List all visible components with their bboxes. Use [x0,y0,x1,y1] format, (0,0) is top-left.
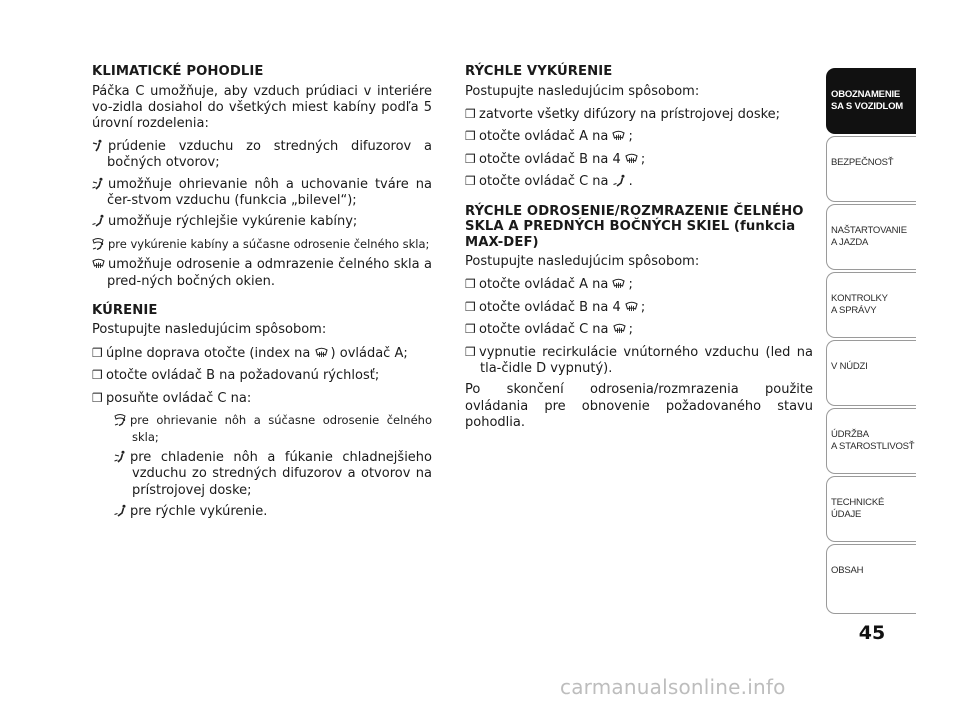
punct: ; [628,322,634,338]
tab-label: KONTROLKY [831,293,888,304]
tab-label: BEZPEČNOSŤ [831,157,894,168]
heading-klimaticke-pohodlie: KLIMATICKÉ POHODLIE [92,64,264,79]
tab-label: TECHNICKÉ [831,497,885,508]
mode-text: prúdenie vzduchu zo stredných difuzorov a bočných otvorov; [107,138,432,171]
tab-label: A JAZDA [831,236,869,248]
mode-item [92,236,432,252]
step-item [465,276,813,293]
mode-text: umožňuje rýchlejšie vykúrenie kabíny; [108,214,358,230]
feet-icon [92,214,105,227]
checkbox-bullet-icon: ❒ [92,345,103,360]
step-text: otočte ovládač B na 4 [479,151,621,167]
bilevel-icon [114,450,127,463]
step-text: zatvorte všetky difúzory na prístrojovej doske; [479,106,781,122]
tab-technicke-udaje[interactable] [826,476,916,542]
step-text: otočte ovládač A na [479,129,609,145]
tab-startovanie[interactable] [826,204,916,270]
defrost-icon [92,257,105,270]
step-item [465,106,813,123]
tab-label: ÚDAJE [831,508,862,520]
step-item [92,390,432,407]
step-text: otočte ovládač C na [479,174,609,190]
procedure-text: Postupujte nasledujúcim spôsobom: [92,322,327,338]
feet-icon [114,504,127,517]
checkbox-bullet-icon: ❒ [465,344,476,359]
defrost-icon [612,129,625,142]
punct: . [628,174,633,190]
checkbox-bullet-icon: ❒ [465,299,476,314]
checkbox-bullet-icon: ❒ [465,277,476,292]
mode-item [92,214,432,230]
step-text: otočte ovládač B na 4 [479,299,621,315]
checkbox-bullet-icon: ❒ [465,129,476,144]
step-item [465,151,813,168]
tab-udrzba[interactable] [826,408,916,474]
step-item [465,299,813,316]
watermark: carmanualsonline.info [560,675,786,699]
punct: ; [640,299,646,315]
step-text: vypnutie recirkulácie vnútorného vzduchu (led na tla-čidle D vypnutý). [479,344,813,377]
tab-label: V NÚDZI [831,361,868,372]
defrost-icon [625,300,638,313]
defrost-icon [612,277,625,290]
step-item [465,321,813,338]
mode-text: umožňuje ohrievanie nôh a uchovanie tváre na čer-stvom vzduchu (funkcia „bilevel“); [107,176,432,208]
sub-item [92,412,432,445]
mode-text: pre vykúrenie kabíny a súčasne odrosenie čelného skla; [108,236,430,251]
procedure-text: Postupujte nasledujúcim spôsobom: [465,254,700,270]
mode-item [92,257,432,290]
defrost-icon [625,152,638,165]
feet-defrost-icon [114,413,127,426]
tab-obsah[interactable] [826,544,916,614]
step-text: otočte ovládač B na požadovanú rýchlosť; [106,368,380,384]
mode-text: umožňuje odrosenie a odmrazenie čelného skla a pred-ných bočných okien. [107,257,432,289]
checkbox-bullet-icon: ❒ [465,322,476,337]
feet-icon [613,174,626,187]
sub-text: pre chladenie nôh a fúkanie chladnejšieho vzduchu zo stredných difuzorov a otvorov na prístrojovej doske; [130,449,432,498]
checkbox-bullet-icon: ❒ [92,390,103,405]
step-text: otočte ovládač C na [479,322,609,338]
right-column [465,64,813,438]
step-text: ) ovládač A; [330,345,408,361]
heading-rychle-vykurenie: RÝCHLE VYKÚRENIE [465,64,613,79]
sub-item [92,504,432,520]
tab-kontrolky[interactable] [826,272,916,338]
step-text: otočte ovládač A na [479,277,609,293]
tab-label: SA S VOZIDLOM [831,100,903,112]
punct: ; [628,129,633,145]
feet-defrost-icon [92,237,105,250]
step-item [92,345,432,362]
face-vent-icon [92,139,105,152]
punct: ; [628,277,633,293]
tab-label: OBOZNAMENIE [831,89,901,100]
sub-text: pre ohrievanie nôh a súčasne odrosenie čelného skla; [130,413,432,444]
defrost-icon [613,322,626,335]
step-item [465,173,813,190]
checkbox-bullet-icon: ❒ [465,106,476,121]
sub-item [92,450,432,499]
tab-label: NAŠTARTOVANIE [831,225,907,236]
step-item [465,344,813,378]
mode-item [92,177,432,210]
mode-item [92,139,432,172]
step-item [92,367,432,384]
tab-label: ÚDRŽBA [831,429,869,440]
checkbox-bullet-icon: ❒ [465,174,476,189]
defrost-icon [315,346,328,359]
tab-label: A SPRÁVY [831,304,877,316]
checkbox-bullet-icon: ❒ [465,151,476,166]
section-tabs [826,68,916,616]
sub-text: pre rýchle vykúrenie. [130,504,268,520]
punct: ; [640,151,646,167]
step-item [465,128,813,145]
bilevel-icon [92,177,105,190]
heading-max-def: RÝCHLE ODROSENIE/ROZMRAZENIE ČELNÉHO SKLA A PREDNÝCH BOČNÝCH SKIEL (funkcia MAX-DEF) [465,203,804,250]
intro-paragraph: Páčka C umožňuje, aby vzduch prúdiaci v interiére vo-zidla dosiahol do všetkých miest kabíny podľa 5 úrovní rozdelenia: [92,83,432,132]
step-text: úplne doprava otočte (index na [106,345,311,361]
tab-label: A STAROSTLIVOSŤ [831,440,915,452]
tab-bezpecnost[interactable] [826,136,916,202]
tab-label: OBSAH [831,565,864,576]
checkbox-bullet-icon: ❒ [92,368,103,383]
tab-oboznamenie[interactable] [826,68,916,134]
left-column [92,64,432,526]
closing-paragraph: Po skončení odrosenia/rozmrazenia použite ovládania pre obnovenie požadovaného stavu pohodlia. [465,382,813,431]
procedure-text: Postupujte nasledujúcim spôsobom: [465,83,700,99]
page-number: 45 [858,622,886,644]
step-text: posuňte ovládač C na: [106,390,252,406]
heading-kurenie: KÚRENIE [92,302,158,318]
tab-v-nudzi[interactable] [826,340,916,406]
